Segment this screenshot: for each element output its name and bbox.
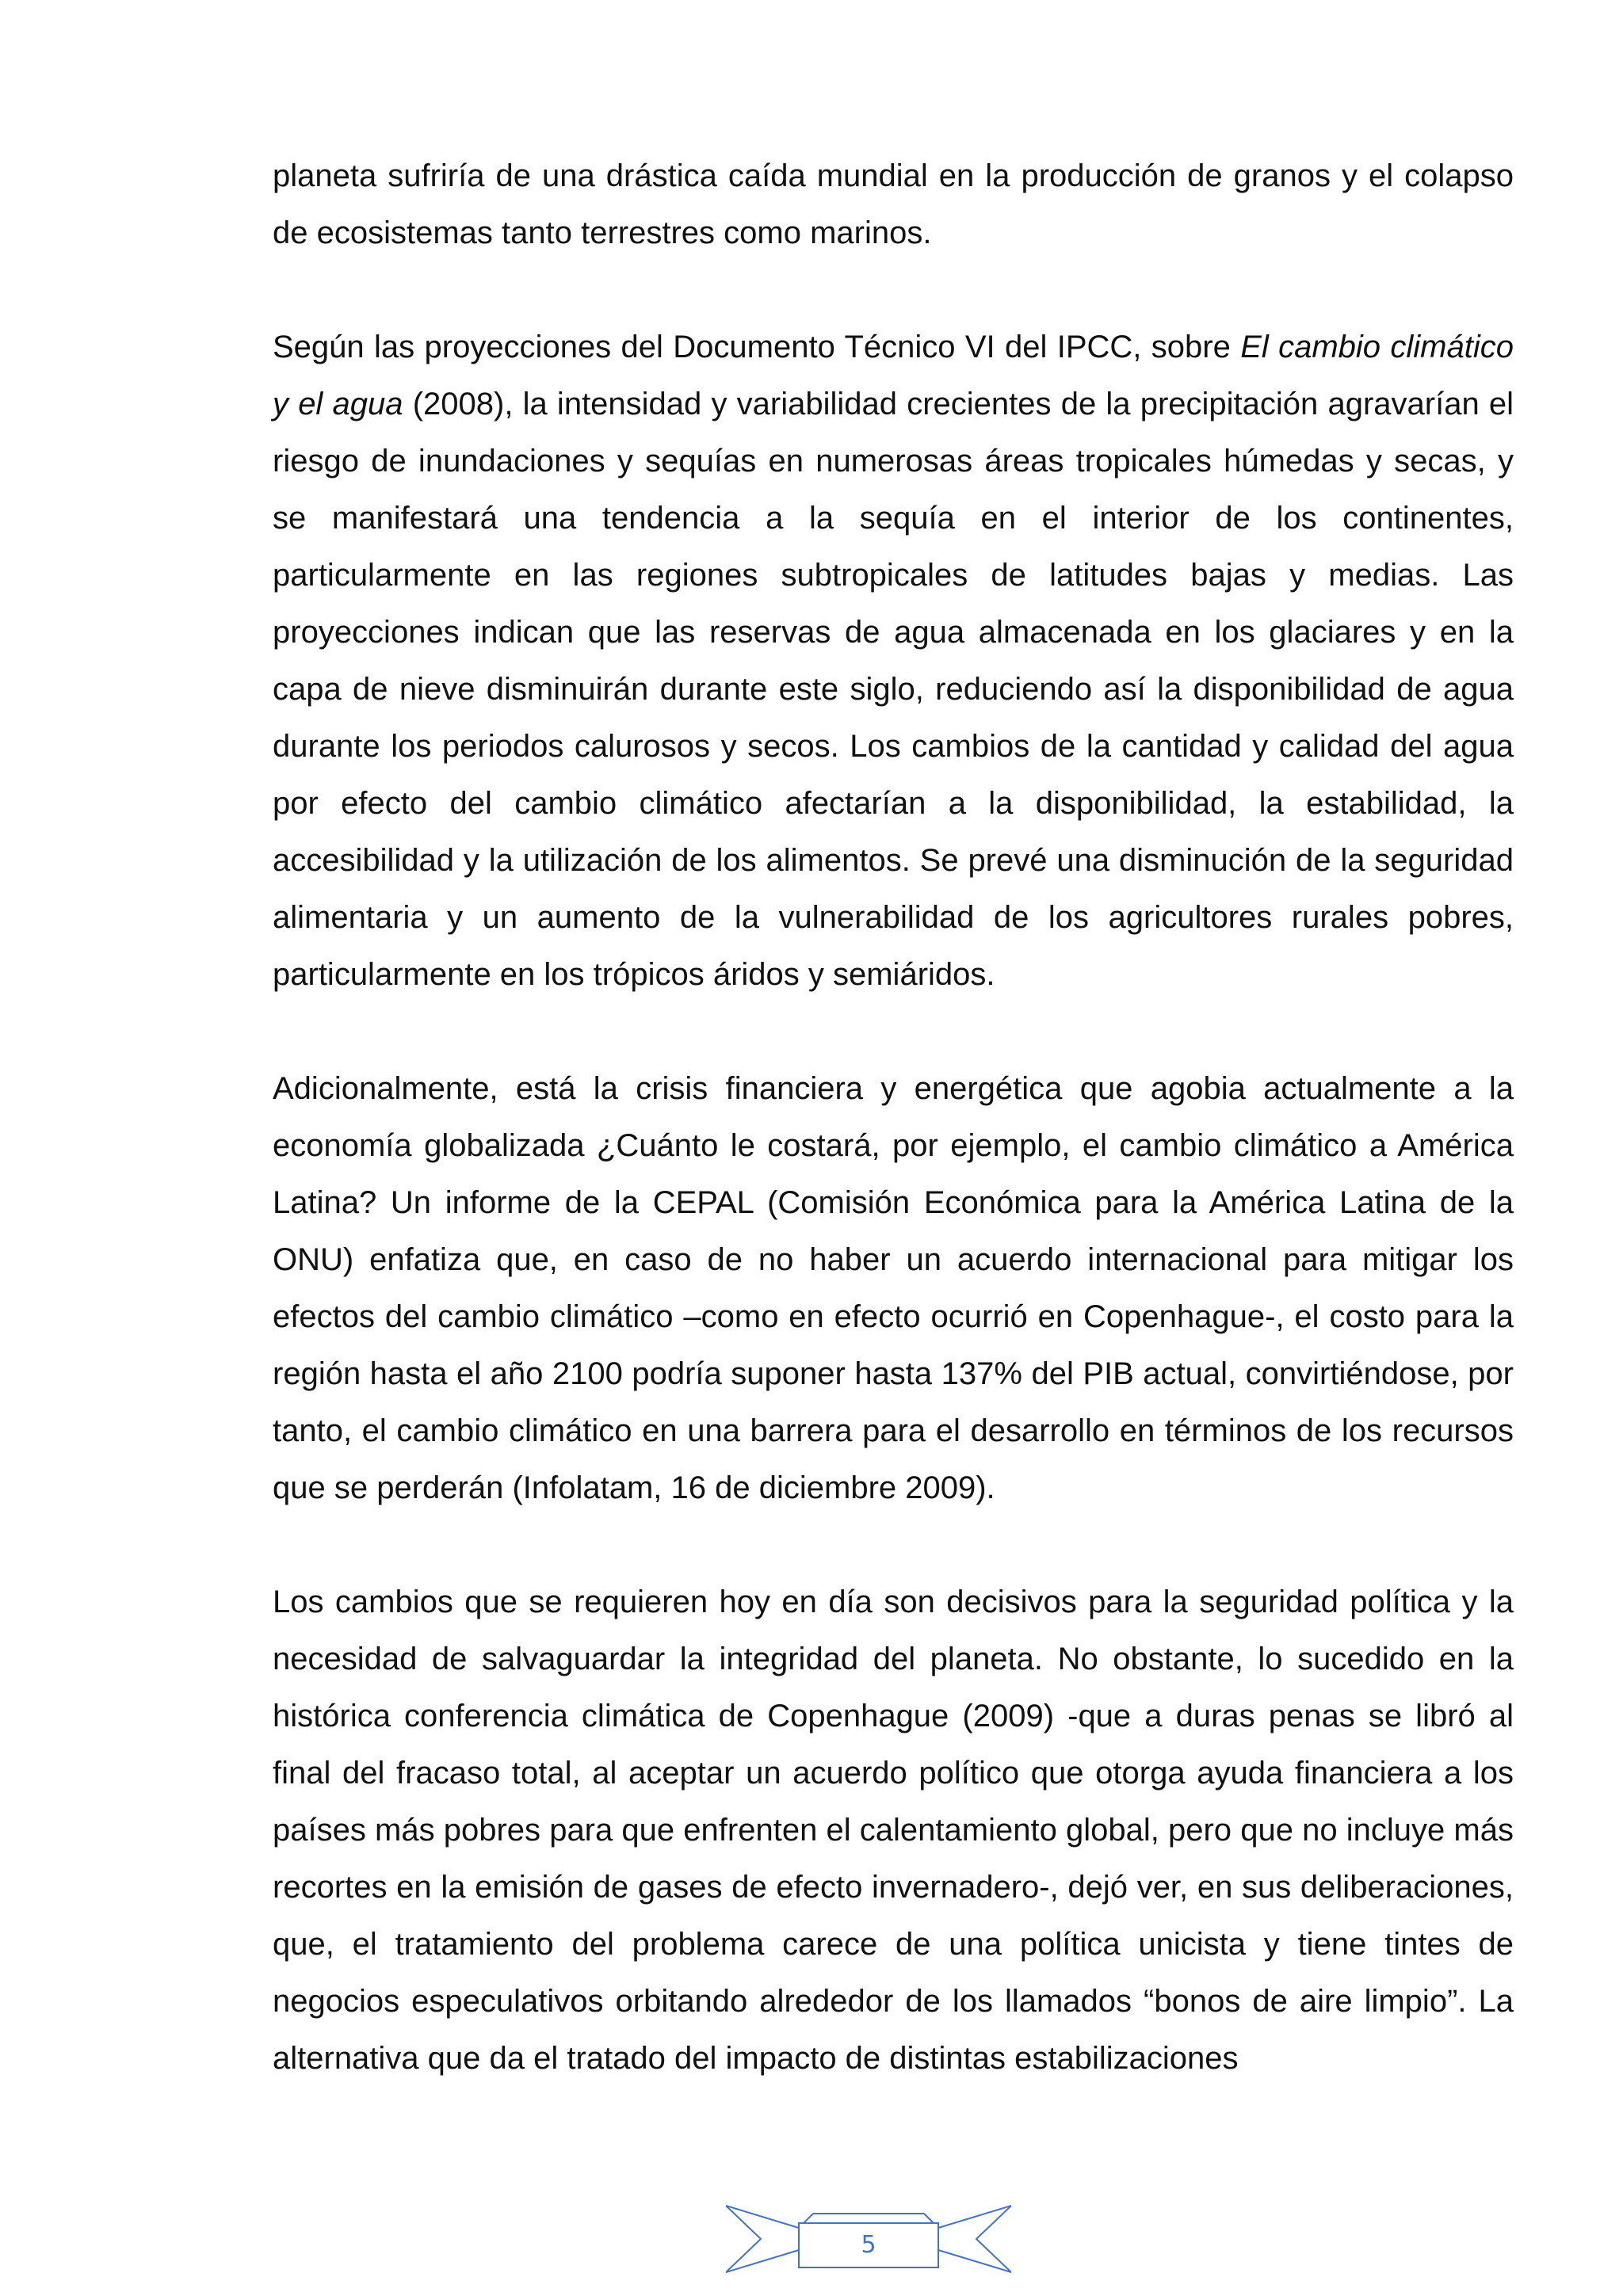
paragraph-2-text-a: Según las proyecciones del Documento Técnico VI del IPCC, sobre xyxy=(273,330,1241,364)
paragraph-4 xyxy=(273,1573,1514,2087)
paragraph-4-text: Los cambios que se requieren hoy en día son decisivos para la seguridad política y la necesidad de salvaguardar la integridad del planeta. No obstante, lo sucedido en la histórica conferencia climática de Copenhague (2009) -que a duras penas se libró al final del fracaso total, al aceptar un acuerdo político que otorga ayuda financiera a los países más pobres para que enfrenten el calentamiento global, pero que no incluye más recortes en la emisión de gases de efecto invernadero-, dejó ver, en sus deliberaciones, que, el tratamiento del problema carece de una política unicista y tiene tintes de negocios especulativos orbitando alrededor de los llamados “bonos de aire limpio”. La alternativa que da el tratado del impacto de distintas estabilizaciones xyxy=(273,1585,1514,2076)
page-footer xyxy=(726,2196,1011,2283)
page-number: 5 xyxy=(861,2231,876,2259)
body-text xyxy=(273,147,1514,2087)
paragraph-2-title-italic: El cambio climático y el agua xyxy=(273,330,1514,421)
paragraph-2-text-b: (2008), la intensidad y variabilidad crecientes de la precipitación agravarían el riesgo de inundaciones y sequías en numerosas áreas tropicales húmedas y secas, y se manifestará una tendencia a la sequía en el interior de los continentes, particularmente en las regiones subtropicales de latitudes bajas y medias. Las proyecciones indican que las reservas de agua almacenada en los glaciares y en la capa de nieve disminuirán durante este siglo, reduciendo así la disponibilidad de agua durante los periodos calurosos y secos. Los cambios de la cantidad y calidad del agua por efecto del cambio climático afectarían a la disponibilidad, la estabilidad, la accesibilidad y la utilización de los alimentos. Se prevé una disminución de la seguridad alimentaria y un aumento de la vulnerabilidad de los agricultores rurales pobres, particularmente en los trópicos áridos y semiáridos. xyxy=(273,387,1514,992)
paragraph-1-text: planeta sufriría de una drástica caída mundial en la producción de granos y el colapso de ecosistemas tanto terrestres como marinos. xyxy=(273,158,1514,250)
paragraph-1 xyxy=(273,147,1514,261)
paragraph-3 xyxy=(273,1060,1514,1516)
paragraph-3-text: Adicionalmente, está la crisis financiera y energética que agobia actualmente a la economía globalizada ¿Cuánto le costará, por ejemplo, el cambio climático a América Latina? Un informe de la CEPAL (Comisión Económica para la América Latina de la ONU) enfatiza que, en caso de no haber un acuerdo internacional para mitigar los efectos del cambio climático –como en efecto ocurrió en Copenhague-, el costo para la región hasta el año 2100 podría suponer hasta 137% del PIB actual, convirtiéndose, por tanto, el cambio climático en una barrera para el desarrollo en términos de los recursos que se perderán (Infolatam, 16 de diciembre 2009). xyxy=(273,1071,1514,1505)
paragraph-2 xyxy=(273,318,1514,1003)
